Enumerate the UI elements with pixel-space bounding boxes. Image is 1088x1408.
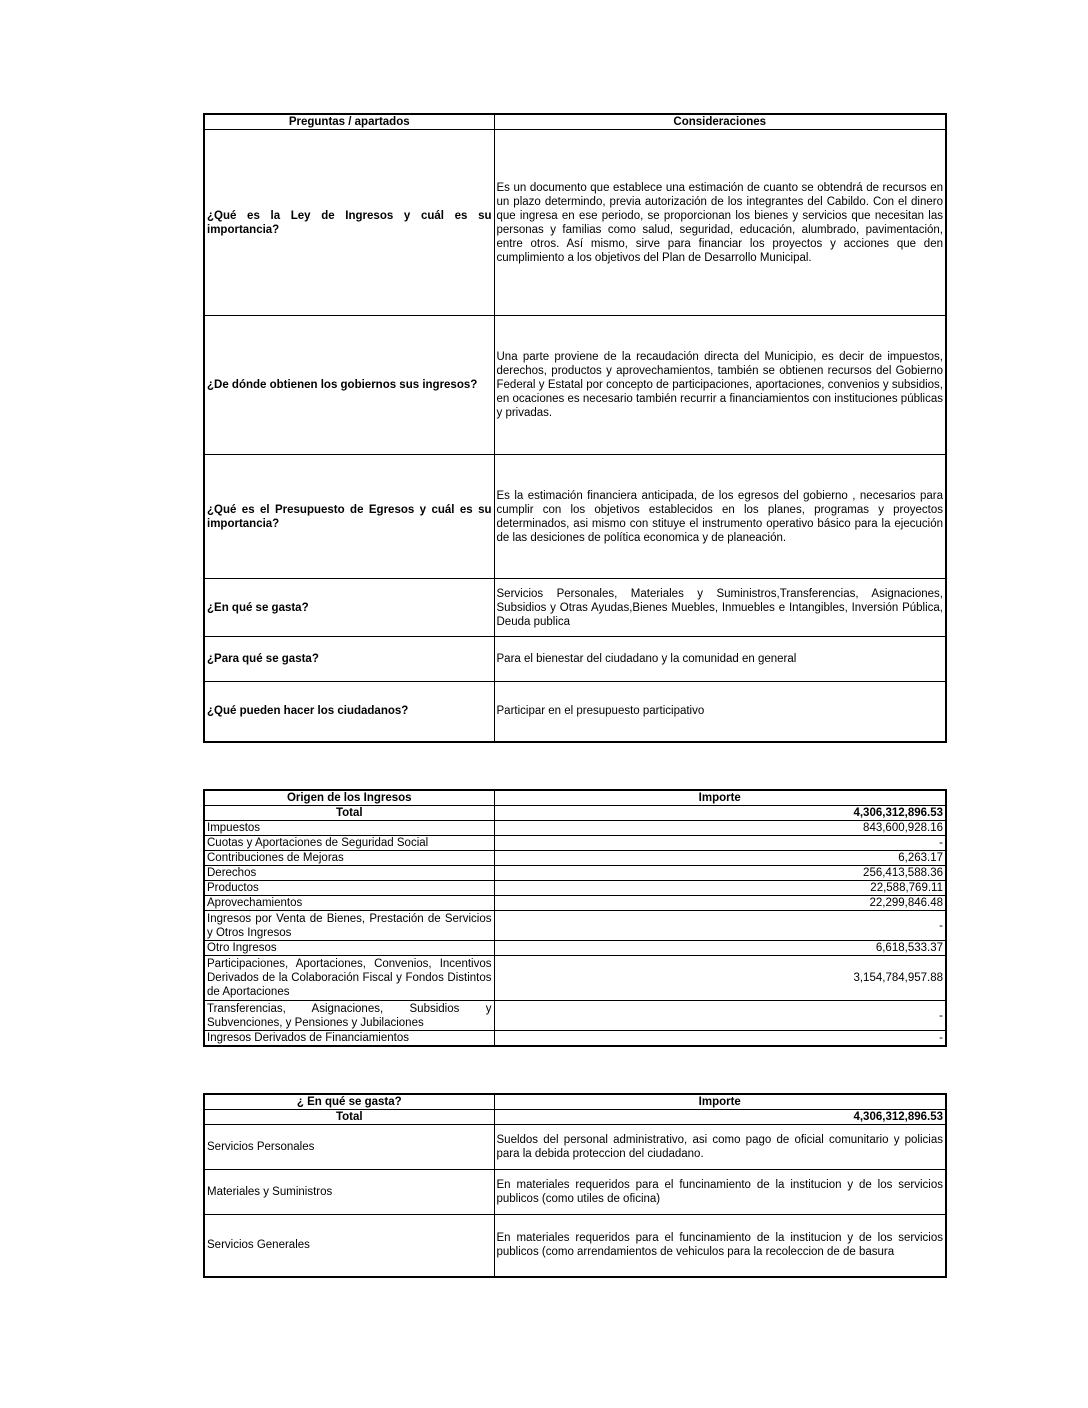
qa-answer: Es la estimación financiera anticipada, de los egresos del gobierno , necesarios para cumplir con los objetivos establecidos en los planes, programas y proyectos determinados, asi mismo con stituye el instrumento operativo básico para la ejecución de las desiciones de política economica y de planeación. [494,455,946,579]
spend-desc: En materiales requeridos para el funcinamiento de la institucion y de los servicios publicos (como arrendamientos de vehiculos para la recoleccion de de basura [494,1215,946,1277]
income-label: Aprovechamientos [204,896,494,911]
qa-answer: Servicios Personales, Materiales y Suministros,Transferencias, Asignaciones, Subsidios y Otras Ayudas,Bienes Muebles, Inmuebles e Intangibles, Inversión Pública, Deuda publica [494,579,946,637]
income-label: Otro Ingresos [204,941,494,956]
income-label: Contribuciones de Mejoras [204,851,494,866]
qa-row [204,682,946,742]
spend-header-concept: ¿ En qué se gasta? [204,1094,494,1110]
income-value: - [494,1031,946,1047]
income-value: - [494,911,946,941]
qa-question: ¿Para qué se gasta? [204,637,494,682]
spend-total-value: 4,306,312,896.53 [494,1110,946,1125]
qa-header-questions: Preguntas / apartados [204,114,494,130]
income-row [204,821,946,836]
income-label: Productos [204,881,494,896]
income-row [204,866,946,881]
spend-total-label: Total [204,1110,494,1125]
income-row [204,1031,946,1047]
qa-header-row [204,114,946,130]
spend-row [204,1125,946,1170]
income-label: Derechos [204,866,494,881]
income-value: 6,618,533.37 [494,941,946,956]
qa-question: ¿En qué se gasta? [204,579,494,637]
income-table [203,789,947,1047]
qa-answer: Participar en el presupuesto participativo [494,682,946,742]
qa-answer: Para el bienestar del ciudadano y la comunidad en general [494,637,946,682]
income-value: 3,154,784,957.88 [494,956,946,1001]
qa-answer: Es un documento que establece una estimación de cuanto se obtendrá de recursos en un plazo determindo, previa autorización de los integrantes del Cabildo. Con el dinero que ingresa en ese periodo, se proporcionan los bienes y servicios que necesitan las personas y familias como salud, seguridad, educación, alumbrado, pavimentación, entre otros. Así mismo, sirve para financiar los proyectos y acciones que den cumplimiento a los objetivos del Plan de Desarrollo Municipal. [494,130,946,316]
spend-desc: En materiales requeridos para el funcinamiento de la institucion y de los servicios publicos (como utiles de oficina) [494,1170,946,1215]
income-row [204,956,946,1001]
income-value: 22,299,846.48 [494,896,946,911]
income-value: 6,263.17 [494,851,946,866]
income-row [204,836,946,851]
income-header-amount: Importe [494,790,946,806]
spend-label: Servicios Generales [204,1215,494,1277]
income-header-row [204,790,946,806]
income-label: Ingresos Derivados de Financiamientos [204,1031,494,1047]
spend-row [204,1170,946,1215]
qa-row [204,130,946,316]
income-header-origin: Origen de los Ingresos [204,790,494,806]
qa-header-considerations: Consideraciones [494,114,946,130]
income-value: 256,413,588.36 [494,866,946,881]
income-row [204,851,946,866]
qa-row [204,637,946,682]
spend-total-row [204,1110,946,1125]
income-row [204,911,946,941]
qa-question: ¿Qué es la Ley de Ingresos y cuál es su importancia? [204,130,494,316]
income-value: - [494,836,946,851]
qa-question: ¿De dónde obtienen los gobiernos sus ingresos? [204,316,494,455]
qa-row [204,455,946,579]
qa-answer: Una parte proviene de la recaudación directa del Municipio, es decir de impuestos, derechos, productos y aprovechamientos, también se obtienen recursos del Gobierno Federal y Estatal por concepto de participaciones, aportaciones, convenios y subsidios, en ocaciones es necesario también recurrir a financiamientos con instituciones públicas y privadas. [494,316,946,455]
spend-table [203,1093,947,1278]
income-row [204,1001,946,1031]
income-total-label: Total [204,806,494,821]
income-row [204,881,946,896]
qa-question: ¿Qué pueden hacer los ciudadanos? [204,682,494,742]
spend-label: Servicios Personales [204,1125,494,1170]
income-label: Participaciones, Aportaciones, Convenios, Incentivos Derivados de la Colaboración Fiscal y Fondos Distintos de Aportaciones [204,956,494,1001]
qa-row [204,579,946,637]
income-label: Transferencias, Asignaciones, Subsidios y Subvenciones, y Pensiones y Jubilaciones [204,1001,494,1031]
qa-question: ¿Qué es el Presupuesto de Egresos y cuál es su importancia? [204,455,494,579]
income-value: 22,588,769.11 [494,881,946,896]
income-label: Ingresos por Venta de Bienes, Prestación de Servicios y Otros Ingresos [204,911,494,941]
qa-row [204,316,946,455]
income-row [204,896,946,911]
income-label: Cuotas y Aportaciones de Seguridad Social [204,836,494,851]
income-value: 843,600,928.16 [494,821,946,836]
spend-header-row [204,1094,946,1110]
spend-label: Materiales y Suministros [204,1170,494,1215]
income-label: Impuestos [204,821,494,836]
spend-row [204,1215,946,1277]
income-total-row [204,806,946,821]
income-row [204,941,946,956]
income-total-value: 4,306,312,896.53 [494,806,946,821]
spend-desc: Sueldos del personal administrativo, asi como pago de oficial comunitario y policias para la debida proteccion del ciudadano. [494,1125,946,1170]
qa-table [203,113,947,743]
income-value: - [494,1001,946,1031]
spend-header-amount: Importe [494,1094,946,1110]
